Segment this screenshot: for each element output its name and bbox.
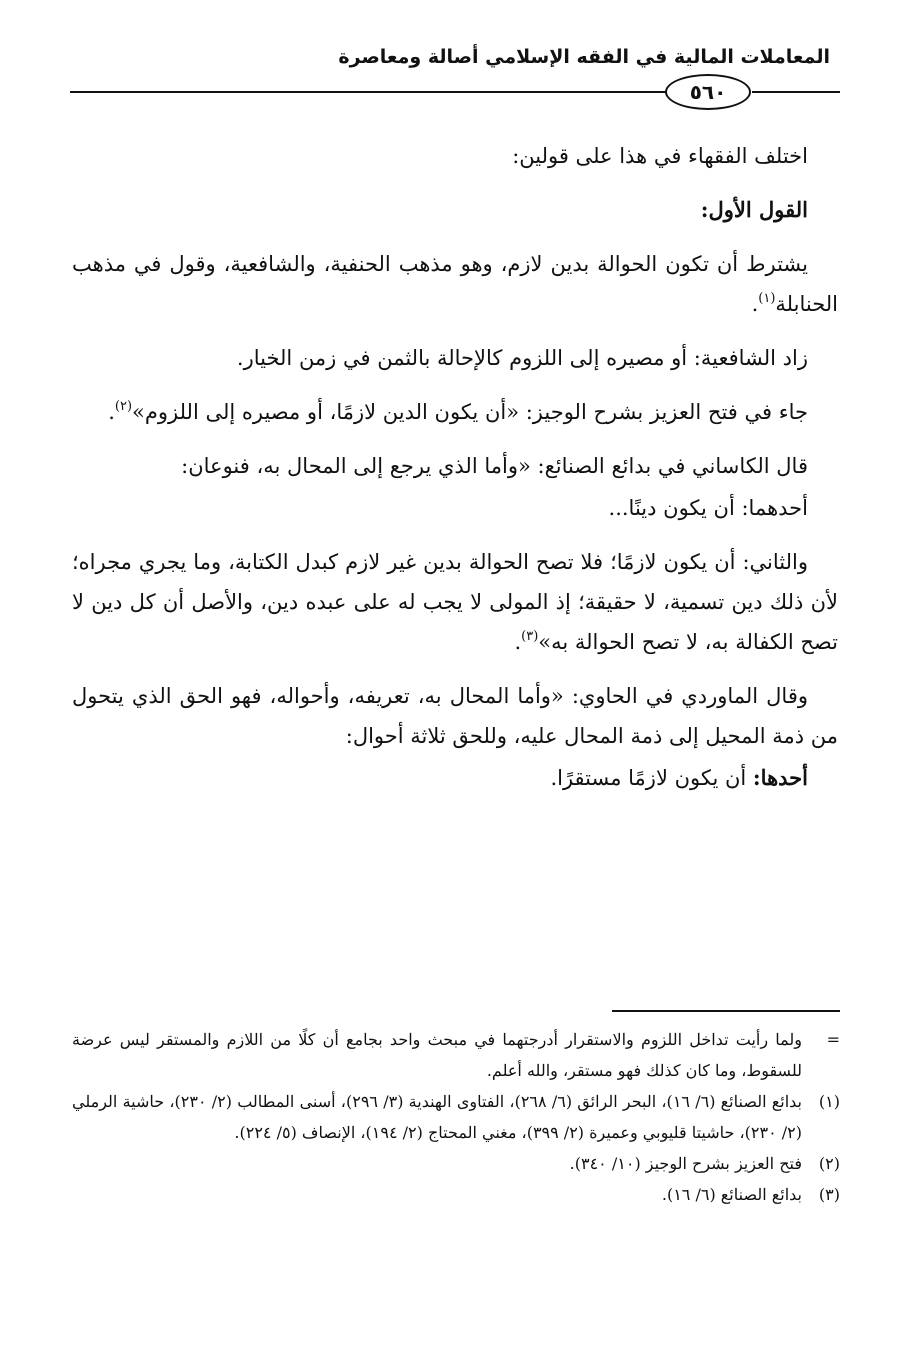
- sentence-end: .: [108, 400, 115, 424]
- footnote-1: [72, 1086, 840, 1148]
- footnote-ref-3[interactable]: (٣): [521, 629, 539, 644]
- footnote-mark: (٢): [818, 1154, 840, 1173]
- sentence-end: .: [514, 630, 522, 654]
- sentence-end: .: [751, 292, 759, 316]
- paragraph-fath-al-aziz: [72, 392, 838, 432]
- paragraph-shafii-addition: زاد الشافعية: أو مصيره إلى اللزوم كالإحالة بالثمن في زمن الخيار.: [236, 346, 808, 370]
- paragraph-first-type: أحدهما: أن يكون دينًا...: [608, 496, 808, 520]
- paragraph-intro: اختلف الفقهاء في هذا على قولين:: [512, 144, 808, 168]
- paragraph-mawardi: وقال الماوردي في الحاوي: «وأما المحال به، تعريفه، وأحواله، فهو الحق الذي يتحول من ذمة المحيل إلى ذمة المحال عليه، وللحق ثلاثة أحوال:: [72, 684, 838, 748]
- footnote-ref-1[interactable]: (١): [758, 291, 776, 306]
- running-header-title: المعاملات المالية في الفقه الإسلامي أصالة ومعاصرة: [338, 46, 830, 68]
- paragraph-lead: أحدها:: [752, 765, 808, 790]
- page-number-oval: [665, 74, 751, 110]
- paragraph-first-opinion: [72, 244, 838, 324]
- page-number: ٥٦٠: [689, 80, 727, 104]
- footnote-3: [72, 1179, 840, 1210]
- main-text: [72, 136, 838, 812]
- paragraph-second-type: [72, 542, 838, 662]
- footnote-continuation: [72, 1024, 840, 1086]
- footnote-text: ولما رأيت تداخل اللزوم والاستقرار أدرجتهما في مبحث واحد بجامع أن كلًا من اللازم والمستقر ليس عرضة للسقوط، وما كان كذلك فهو مستقر، والله أعلم.: [72, 1030, 802, 1080]
- footnotes: [72, 1024, 840, 1210]
- footnote-text: بدائع الصنائع (٦/ ١٦).: [661, 1185, 802, 1204]
- footnote-text: فتح العزيز بشرح الوجيز (١٠/ ٣٤٠).: [569, 1154, 802, 1173]
- footnote-separator: [612, 1010, 840, 1012]
- section-heading-first-opinion: القول الأول:: [700, 197, 808, 222]
- header-rule-right: [752, 91, 840, 93]
- footnote-ref-2[interactable]: (٢): [114, 399, 133, 414]
- paragraph-text: جاء في فتح العزيز بشرح الوجيز: «أن يكون الدين لازمًا، أو مصيره إلى اللزوم»: [132, 400, 808, 424]
- footnote-mark: (١): [818, 1092, 840, 1111]
- paragraph-first-state: [72, 758, 838, 798]
- header-rule-left: [70, 91, 666, 93]
- footnote-2: [72, 1148, 840, 1179]
- paragraph-text: أن يكون لازمًا مستقرًا.: [550, 766, 753, 790]
- footnote-text: بدائع الصنائع (٦/ ١٦)، البحر الرائق (٦/ ٢٦٨)، الفتاوى الهندية (٣/ ٢٩٦)، أسنى المطالب (٢/ ٢٣٠)، حاشية الرملي (٢/ ٢٣٠)، حاشيتا قليوبي وعميرة (٢/ ٣٩٩)، مغني المحتاج (٢/ ١٩٤)، الإنصاف (٥/ ٢٢٤).: [72, 1092, 803, 1142]
- paragraph-text: والثاني: أن يكون لازمًا؛ فلا تصح الحوالة بدين غير لازم كبدل الكتابة، وما يجري مجراه؛ لأن ذلك دين تسمية، لا حقيقة؛ إذ المولى لا يجب له على عبده دين، والأصل أن كل دين لا تصح الكفالة به، لا تصح الحوالة به»: [72, 550, 838, 654]
- footnote-mark: (٣): [818, 1185, 840, 1204]
- paragraph-kasani: قال الكاساني في بدائع الصنائع: «وأما الذي يرجع إلى المحال به، فنوعان:: [181, 454, 808, 478]
- footnote-mark: =: [826, 1030, 840, 1049]
- paragraph-text: يشترط أن تكون الحوالة بدين لازم، وهو مذهب الحنفية، والشافعية، وقول في مذهب الحنابلة: [72, 252, 838, 316]
